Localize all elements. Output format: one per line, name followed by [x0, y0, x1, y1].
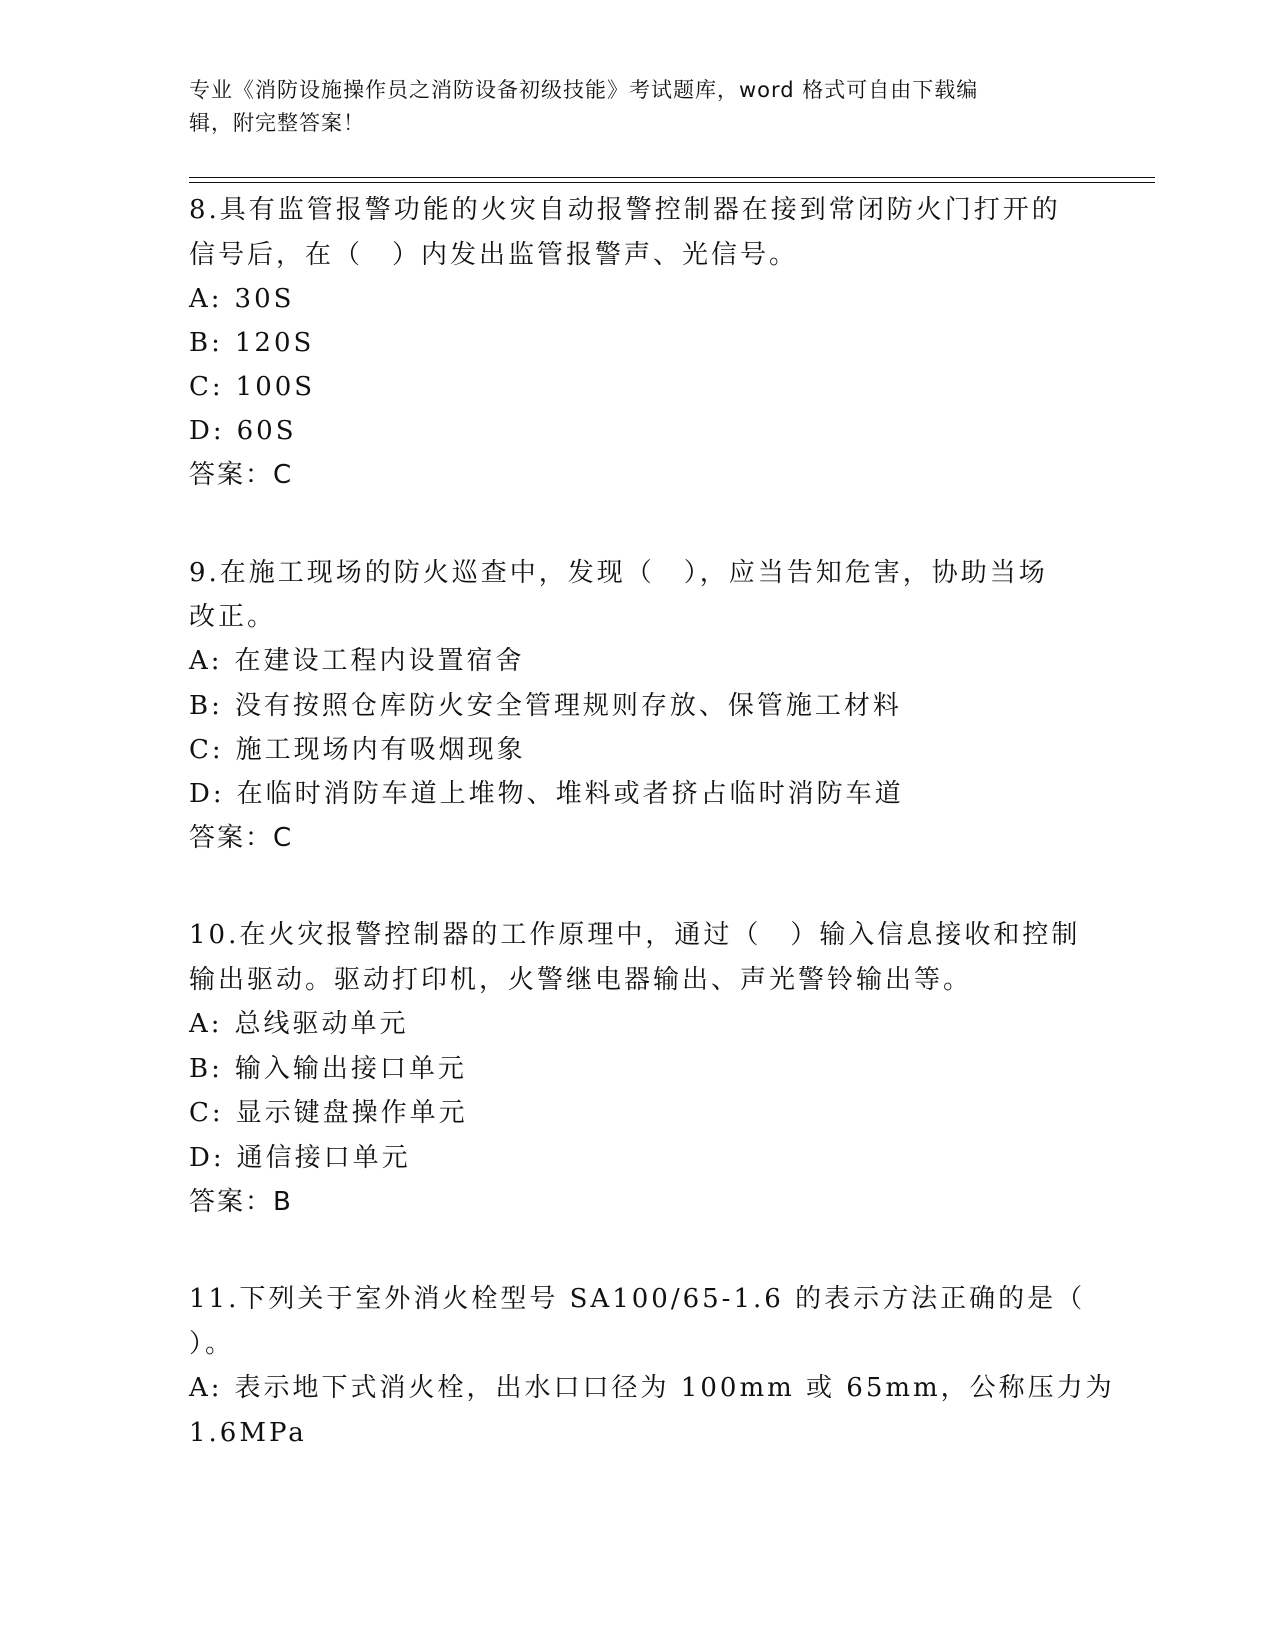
option-separator: :	[211, 691, 223, 721]
header-line-2: 辑，附完整答案！	[189, 111, 365, 135]
option-separator: :	[212, 779, 225, 809]
option-text: 在临时消防车道上堆物、堆料或者挤占临时消防车道	[236, 779, 904, 809]
option-key: D	[189, 416, 213, 446]
question-11-stem-line-1: 11.下列关于室外消火栓型号 SA100/65-1.6 的表示方法正确的是（	[189, 1284, 1086, 1314]
option-key: C	[189, 735, 212, 765]
question-8-option-a	[189, 281, 294, 317]
option-text: 30S	[234, 284, 295, 314]
option-separator: :	[211, 735, 224, 765]
question-8-option-d	[189, 413, 297, 449]
question-8-option-c	[189, 369, 315, 405]
question-11-option-a	[189, 1370, 1115, 1406]
option-separator: :	[211, 1098, 224, 1128]
option-separator: :	[211, 372, 224, 402]
option-text: 没有按照仓库防火安全管理规则存放、保管施工材料	[234, 691, 902, 721]
question-8-option-b	[189, 325, 314, 361]
header-divider-bottom	[189, 182, 1155, 183]
option-key: A	[189, 1373, 211, 1403]
question-8-stem-line-1: 8.具有监管报警功能的火灾自动报警控制器在接到常闭防火门打开的	[189, 195, 1061, 225]
option-text: 120S	[234, 328, 315, 358]
question-10-answer: 答案：B	[189, 1187, 293, 1217]
option-text: 施工现场内有吸烟现象	[235, 735, 526, 765]
option-separator: :	[212, 1143, 225, 1173]
option-key: C	[189, 1098, 212, 1128]
option-text: 输入输出接口单元	[234, 1054, 467, 1084]
option-separator: :	[210, 284, 223, 314]
question-9-option-d	[189, 776, 904, 812]
header-divider-top	[189, 177, 1155, 178]
question-8-stem-line-2: 信号后，在（ ）内发出监管报警声、光信号。	[189, 240, 799, 270]
question-10-option-a	[189, 1006, 409, 1042]
question-11-option-a-continuation: 1.6MPa	[189, 1418, 307, 1448]
option-separator: :	[210, 646, 223, 676]
question-9-option-a	[189, 643, 525, 679]
option-separator: :	[211, 328, 223, 358]
document-header-note	[189, 74, 1069, 140]
question-10-stem-line-2: 输出驱动。驱动打印机，火警继电器输出、声光警铃输出等。	[189, 965, 973, 995]
option-text: 100S	[235, 372, 316, 402]
option-key: A	[189, 646, 211, 676]
option-key: D	[189, 1143, 213, 1173]
question-10-option-c	[189, 1095, 468, 1131]
header-line-1: 专业《消防设施操作员之消防设备初级技能》考试题库，word 格式可自由下载编	[189, 78, 979, 102]
option-key: C	[189, 372, 212, 402]
option-text: 总线驱动单元	[234, 1009, 409, 1039]
question-10-stem-line-1: 10.在火灾报警控制器的工作原理中，通过（ ）输入信息接收和控制	[189, 920, 1081, 950]
question-9-stem-line-1: 9.在施工现场的防火巡查中，发现（ ），应当告知危害，协助当场	[189, 558, 1048, 588]
question-9-option-b	[189, 688, 902, 724]
option-text: 显示键盘操作单元	[235, 1098, 468, 1128]
option-separator: :	[210, 1009, 223, 1039]
option-separator: :	[211, 1054, 223, 1084]
option-text: 60S	[236, 416, 297, 446]
option-text: 表示地下式消火栓，出水口口径为 100mm 或 65mm，公称压力为	[234, 1373, 1115, 1403]
question-10-option-b	[189, 1051, 467, 1087]
option-separator: :	[212, 416, 225, 446]
question-9-option-c	[189, 732, 526, 768]
option-key: B	[189, 1054, 212, 1084]
option-text: 通信接口单元	[236, 1143, 411, 1173]
question-9-answer: 答案：C	[189, 823, 294, 853]
option-separator: :	[210, 1373, 223, 1403]
option-key: D	[189, 779, 213, 809]
option-key: A	[189, 1009, 211, 1039]
question-8-answer: 答案：C	[189, 460, 294, 490]
question-11-stem-line-2: ）。	[189, 1329, 235, 1359]
option-key: B	[189, 328, 212, 358]
option-key: A	[189, 284, 211, 314]
option-key: B	[189, 691, 212, 721]
question-10-option-d	[189, 1140, 411, 1176]
question-9-stem-line-2: 改正。	[189, 602, 277, 632]
option-text: 在建设工程内设置宿舍	[234, 646, 525, 676]
